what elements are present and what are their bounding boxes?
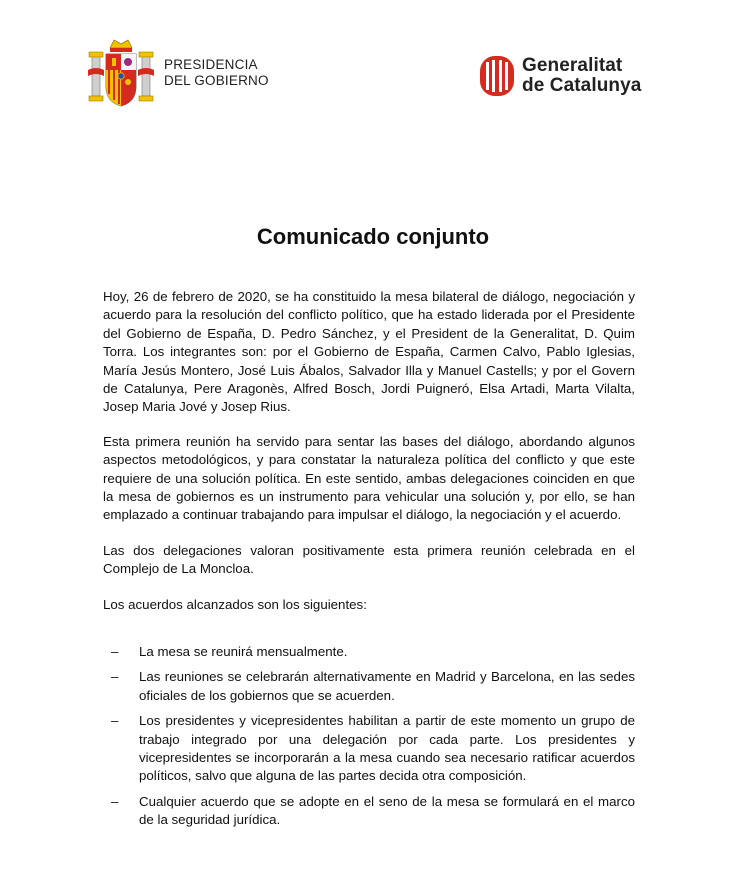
- paragraph-4: Los acuerdos alcanzados son los siguientes:: [103, 596, 367, 612]
- list-item-text: Cualquier acuerdo que se adopte en el seno de la mesa se formulará en el marco de la seguridad jurídica.: [139, 793, 635, 828]
- document-title: Comunicado conjunto: [256, 224, 490, 249]
- presidencia-text: [164, 57, 269, 89]
- dash-marker: –: [111, 669, 119, 685]
- list-item-text: Los presidentes y vicepresidentes habilitan a partir de este momento un grupo de trabajo integrado por una delegación por cada parte. Los presidentes y vicepresidentes se incorporarán a la mesa cuando sea necesario ratificar acuerdos políticos, salvo que alguna de las partes decida otra composición.: [139, 713, 635, 784]
- list-item: [103, 712, 635, 786]
- document-body: [103, 288, 635, 631]
- presidencia-logo-block: [86, 36, 269, 110]
- dash-marker: –: [111, 713, 119, 729]
- paragraph-1: Hoy, 26 de febrero de 2020, se ha constituido la mesa bilateral de diálogo, negociación y acuerdo para la resolución del conflicto político, que ha estado liderada por el Presidente del Gobierno de España, D. Pedro Sánchez, y el President de la Generalitat, D. Quim Torra. Los integrantes son: por el Gobierno de España, Carmen Calvo, Pablo Iglesias, María Jesús Montero, José Luis Ábalos, Salvador Illa y Manuel Castells; y por el Govern de Catalunya, Pere Aragonès, Alfred Bosch, Jordi Puigneró, Elsa Artadi, Marta Vilalta, Josep Maria Jové y Josep Rius.: [103, 289, 635, 415]
- paragraph-3: Las dos delegaciones valoran positivamente esta primera reunión celebrada en el Complejo de La Moncloa.: [103, 542, 635, 577]
- generalitat-line-1: Generalitat: [522, 55, 623, 76]
- generalitat-logo-block: [480, 56, 641, 96]
- coat-of-arms-icon: [86, 36, 156, 110]
- generalitat-text: [522, 56, 641, 96]
- paragraph-2: Esta primera reunión ha servido para sentar las bases del diálogo, abordando algunos aspectos metodológicos, y para constatar la naturaleza política del conflicto y que este requiere de una solución política. En este sentido, ambas delegaciones coinciden en que la mesa de gobiernos es un instrumento para vehicular una solución y, por ello, se han emplazado a continuar trabajando para impulsar el diálogo, la negociación y el acuerdo.: [103, 433, 635, 523]
- presidencia-line-1: PRESIDENCIA: [164, 57, 258, 72]
- list-item: [103, 793, 635, 830]
- dash-marker: –: [111, 644, 119, 659]
- presidencia-line-2: DEL GOBIERNO: [164, 73, 269, 88]
- list-item: [103, 668, 635, 705]
- list-item-text: La mesa se reunirá mensualmente.: [139, 644, 348, 659]
- list-item: [103, 643, 635, 661]
- agreements-list: [103, 643, 635, 837]
- generalitat-line-2: de Catalunya: [522, 75, 642, 96]
- senyera-icon: [480, 56, 514, 96]
- list-item-text: Las reuniones se celebrarán alternativamente en Madrid y Barcelona, en las sedes oficiales de los gobiernos que se acuerden.: [139, 669, 635, 703]
- dash-marker: –: [111, 793, 119, 809]
